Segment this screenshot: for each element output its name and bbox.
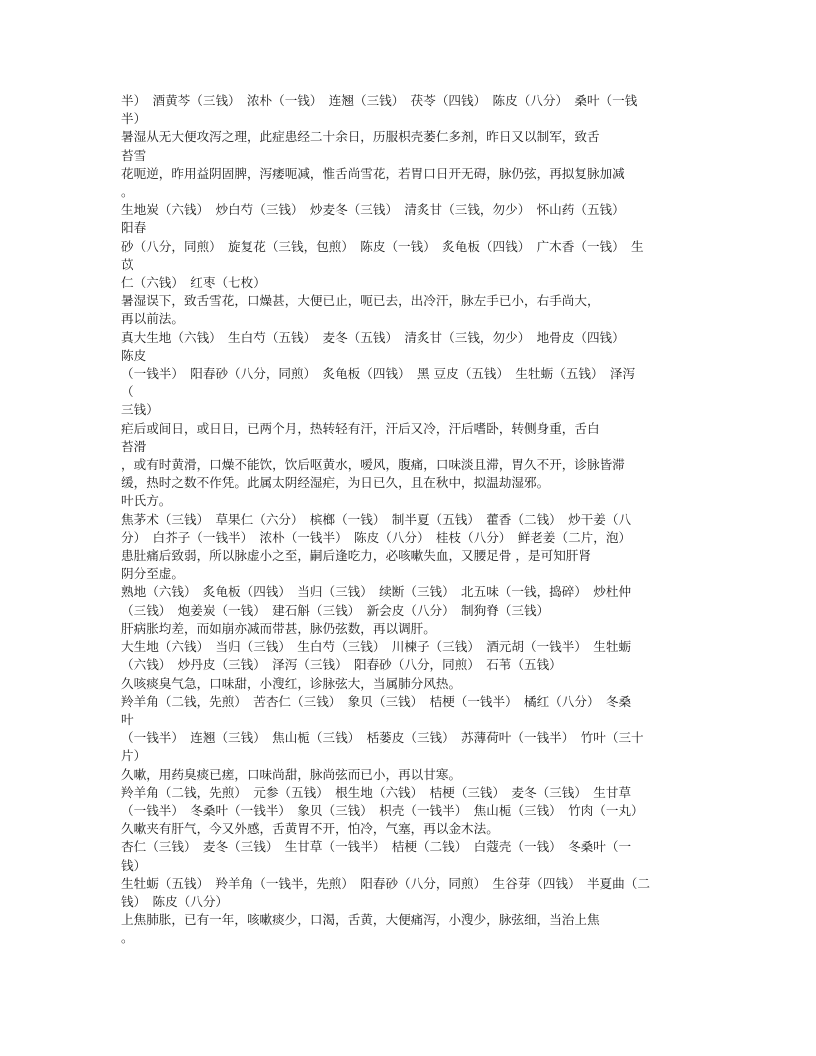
text-line: （: [121, 384, 134, 400]
text-line: 生牡蛎（五钱） 羚羊角（一钱半，先煎） 阳春砂（八分，同煎） 生谷芽（四钱） 半夏曲（二: [121, 875, 650, 891]
text-line: 患肚痛后致弱，所以脉虚小之至，嗣后逢吃力，必咳嗽失血，又腰足骨 ，是可知肝肾: [121, 548, 591, 564]
text-line: 缓，热时之数不作凭。此属太阴经湿疟，为日已久，且在秋中，拟温劫湿邪。: [121, 475, 550, 491]
text-line: 久咳痰臭气急，口味甜，小溲红，诊脉弦大，当属肺分风热。: [121, 675, 462, 691]
text-line: 羚羊角（二钱，先煎） 元参（五钱） 根生地（六钱） 桔梗（三钱） 麦冬（三钱） 生甘草: [121, 784, 632, 800]
text-line: 分） 白芥子（一钱半） 浓朴（一钱半） 陈皮（八分） 桂枝（八分） 鲜老姜（二片，泡）: [121, 529, 632, 545]
text-line: 杏仁（三钱） 麦冬（三钱） 生甘草（一钱半） 桔梗（二钱） 白蔻壳（一钱） 冬桑叶（一: [121, 839, 632, 855]
text-line: 钱） 陈皮（八分）: [121, 893, 229, 909]
text-line: 久嗽，用药臭痰已瘥，口味尚甜，脉尚弦而已小，再以甘寒。: [121, 766, 462, 782]
text-line: 半）: [121, 111, 147, 127]
text-line: 暑湿从无大便攻泻之理，此症患经二十余日，历服枳壳萎仁多剂，昨日又以制军，致舌: [121, 129, 600, 145]
text-line: 花呃逆，昨用益阴固脾，泻痿呃减，惟舌尚雪花，若胃口日开无碍，脉仍弦，再拟复脉加减: [121, 165, 625, 181]
text-line: ，或有时黄滑，口燥不能饮，饮后呕黄水，嗳风，腹痛，口味淡且滞，胃久不开，诊脉皆滞: [121, 457, 625, 473]
document-page: [121, 92, 706, 948]
text-line: 仁（六钱） 红枣（七枚）: [121, 275, 266, 291]
text-line: 钱）: [121, 857, 147, 873]
text-line: 焦茅术（三钱） 草果仁（六分） 槟榔（一钱） 制半夏（五钱） 藿香（二钱） 炒干姜（八: [121, 511, 632, 527]
text-line: 片）: [121, 748, 147, 764]
text-line: 。: [121, 930, 134, 946]
text-line: 阳春: [121, 220, 147, 236]
text-line: 苡: [121, 256, 134, 272]
text-line: 大生地（六钱） 当归（三钱） 生白芍（三钱） 川楝子（三钱） 酒元胡（一钱半） 生牡蛎: [121, 639, 632, 655]
text-line: 再以前法。: [121, 311, 184, 327]
text-line: 半） 酒黄芩（三钱） 浓朴（一钱） 连翘（三钱） 茯苓（四钱） 陈皮（八分） 桑叶（一钱: [121, 93, 638, 108]
text-line: （三钱） 炮姜炭（一钱） 建石斛（三钱） 新会皮（八分） 制狗脊（三钱）: [121, 602, 550, 618]
text-line: 羚羊角（二钱，先煎） 苦杏仁（三钱） 象贝（三钱） 桔梗（一钱半） 橘红（八分） 冬桑: [121, 693, 632, 709]
text-line: 久嗽夹有肝气，今又外感，舌黄胃不开，怕冷，气塞，再以金木法。: [121, 821, 499, 837]
text-line: （一钱半） 连翘（三钱） 焦山栀（三钱） 栝蒌皮（三钱） 苏薄荷叶（一钱半） 竹叶（三十: [121, 730, 644, 746]
text-line: 阴分至虚。: [121, 566, 184, 582]
text-line: 苔雪: [121, 147, 147, 163]
text-line: 叶: [121, 711, 134, 727]
text-line: 肝病胀均差，而如崩亦减而带甚，脉仍弦数，再以调肝。: [121, 620, 436, 636]
text-line: （一钱半） 阳春砂（八分，同煎） 炙龟板（四钱） 黑 豆皮（五钱） 生牡蛎（五钱） 泽泻: [121, 366, 636, 382]
text-line: 熟地（六钱） 炙龟板（四钱） 当归（三钱） 续断（三钱） 北五味（一钱，捣碎） 炒杜仲: [121, 584, 632, 600]
text-line: 叶氏方。: [121, 493, 172, 509]
text-line: 陈皮: [121, 347, 147, 363]
text-line: 真大生地（六钱） 生白芍（五钱） 麦冬（五钱） 清炙甘（三钱，勿少） 地骨皮（四钱）: [121, 329, 625, 345]
text-line: 三钱）: [121, 402, 159, 418]
text-line: 上焦肺胀，已有一年，咳嗽痰少，口渴，舌黄，大便痛泻，小溲少，脉弦细，当治上焦: [121, 912, 600, 928]
text-line: （六钱） 炒丹皮（三钱） 泽泻（三钱） 阳春砂（八分，同煎） 石苇（五钱）: [121, 657, 562, 673]
text-line: 苔滑: [121, 438, 147, 454]
text-line: （一钱半） 冬桑叶（一钱半） 象贝（三钱） 枳壳（一钱半） 焦山栀（三钱） 竹肉（一丸）: [121, 802, 644, 818]
text-line: 。: [121, 184, 134, 200]
text-line: 生地炭（六钱） 炒白芍（三钱） 炒麦冬（三钱） 清炙甘（三钱，勿少） 怀山药（五钱）: [121, 202, 625, 218]
text-line: 疟后或间日，或日日，已两个月，热转轻有汗，汗后又冷，汗后嗜卧，转侧身重，舌白: [121, 420, 600, 436]
text-line: 暑湿误下，致舌雪花，口燥甚，大便已止，呃已去，出冷汗，脉左手已小，右手尚大，: [121, 293, 600, 309]
text-line: 砂（八分，同煎） 旋复花（三钱，包煎） 陈皮（一钱） 炙龟板（四钱） 广木香（一钱） 生: [121, 238, 644, 254]
